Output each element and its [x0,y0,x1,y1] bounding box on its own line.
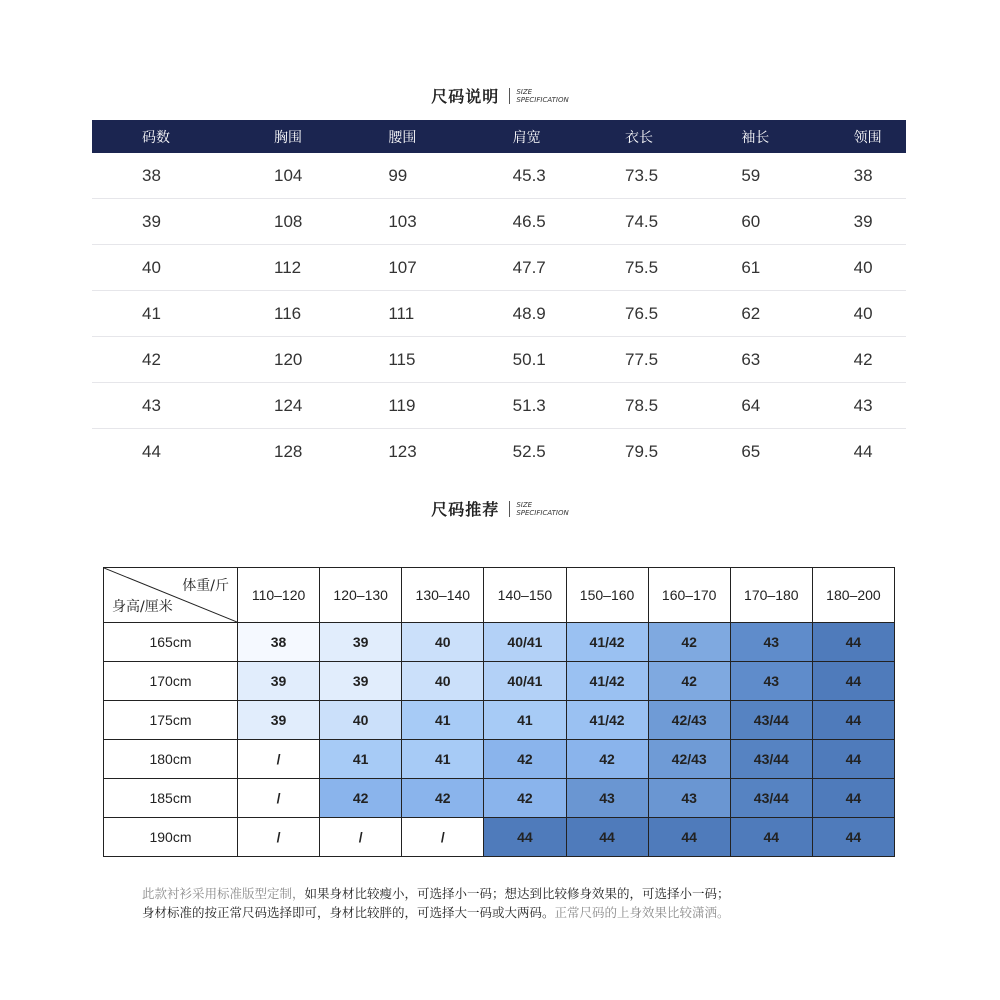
size-cell: 42 [484,740,566,779]
note-main-text: 如果身材比较瘦小，可选择小一码；想达到比较修身效果的，可选择小一码； [304,886,730,901]
table-cell: 104 [232,153,344,199]
size-cell: 42 [648,623,730,662]
spec-header-row [92,120,906,153]
table-cell: 73.5 [569,153,681,199]
table-cell: 107 [344,245,456,291]
note-muted-text: 正常尺码的上身效果比较潇洒。 [554,905,730,920]
size-cell: 44 [812,779,894,818]
weight-range-header: 150–160 [566,568,648,623]
size-cell: 43 [730,662,812,701]
weight-range-header: 110–120 [238,568,320,623]
table-cell: 99 [344,153,456,199]
table-cell: 48.9 [457,291,569,337]
rec-corner-cell [104,568,238,623]
height-row-header: 190cm [104,818,238,857]
table-row [92,291,906,337]
size-advice-note [142,884,882,922]
height-row-header: 185cm [104,779,238,818]
table-cell: 120 [232,337,344,383]
size-cell: 41/42 [566,623,648,662]
weight-range-header: 160–170 [648,568,730,623]
size-cell: 44 [730,818,812,857]
size-recommendation-table [103,567,895,857]
size-cell: 39 [238,701,320,740]
size-cell: 44 [648,818,730,857]
size-cell: 40 [402,662,484,701]
weight-range-header: 130–140 [402,568,484,623]
table-cell: 108 [232,199,344,245]
size-cell: / [320,818,402,857]
table-cell: 42 [92,337,232,383]
table-row [104,662,895,701]
table-row [104,740,895,779]
table-cell: 61 [681,245,793,291]
table-row [92,199,906,245]
table-cell: 62 [681,291,793,337]
size-cell: 44 [812,701,894,740]
table-cell: 45.3 [457,153,569,199]
spec-header-shoulder: 肩宽 [457,120,569,153]
height-row-header: 165cm [104,623,238,662]
size-cell: 44 [812,818,894,857]
table-cell: 116 [232,291,344,337]
size-cell: 41 [320,740,402,779]
spec-section-heading [0,84,1000,107]
table-cell: 65 [741,441,761,461]
table-cell: 44 [853,441,873,461]
table-cell: 39 [794,199,906,245]
spec-section-title: 尺码说明 [431,87,500,106]
size-cell: 44 [812,662,894,701]
table-cell: 40 [794,245,906,291]
size-cell: 42/43 [648,701,730,740]
note-muted-text: 此款衬衫采用标准版型定制， [142,886,305,901]
table-row [104,779,895,818]
table-row [92,337,906,383]
size-cell: 43/44 [730,779,812,818]
weight-range-header: 140–150 [484,568,566,623]
table-cell: 78.5 [569,383,681,429]
size-cell: 43/44 [730,701,812,740]
size-cell: 39 [320,662,402,701]
spec-header-sleeve: 袖长 [681,120,793,153]
size-cell: / [238,740,320,779]
size-cell: 44 [812,623,894,662]
size-cell: 39 [320,623,402,662]
spec-header-length: 衣长 [569,120,681,153]
height-row-header: 175cm [104,701,238,740]
heading-divider [509,88,510,104]
size-cell: / [402,818,484,857]
size-cell: 41 [402,701,484,740]
subtitle-line-2: SPECIFICATION [516,508,569,517]
table-row [104,818,895,857]
weight-range-header: 180–200 [812,568,894,623]
table-cell: 123 [388,441,417,461]
spec-header-waist: 腰围 [344,120,456,153]
spec-header-size: 码数 [92,120,232,153]
size-cell: 40 [320,701,402,740]
table-cell: 43 [794,383,906,429]
table-cell: 128 [274,441,303,461]
size-cell: 39 [238,662,320,701]
rec-section-subtitle [516,501,568,517]
note-main-text: 身材标准的按正常尺码选择即可，身材比较胖的，可选择大一码或大两码。 [142,905,555,920]
size-cell: / [238,818,320,857]
table-row [104,623,895,662]
table-cell: 41 [92,291,232,337]
table-cell: 52.5 [512,441,546,461]
size-cell: 38 [238,623,320,662]
size-cell: 41/42 [566,701,648,740]
subtitle-line-2: SPECIFICATION [516,95,569,104]
table-cell: 39 [92,199,232,245]
table-cell: 79.5 [624,441,659,461]
size-cell: 40/41 [484,662,566,701]
table-row [92,383,906,429]
size-cell: 43/44 [730,740,812,779]
size-cell: 41 [484,701,566,740]
table-cell: 38 [794,153,906,199]
table-cell: 42 [794,337,906,383]
size-cell: 40/41 [484,623,566,662]
size-cell: 42 [566,740,648,779]
table-cell: 74.5 [569,199,681,245]
weight-range-header: 170–180 [730,568,812,623]
size-cell: 40 [402,623,484,662]
table-row [104,701,895,740]
table-cell: 119 [344,383,456,429]
spec-section-subtitle [516,88,568,104]
size-cell: 42/43 [648,740,730,779]
table-cell: 63 [681,337,793,383]
table-cell: 51.3 [457,383,569,429]
table-cell: 46.5 [457,199,569,245]
size-spec-table [92,120,906,474]
table-cell: 112 [232,245,344,291]
height-row-header: 180cm [104,740,238,779]
table-cell: 44 [142,441,161,461]
table-cell: 50.1 [457,337,569,383]
size-cell: 44 [484,818,566,857]
size-cell: 43 [648,779,730,818]
weight-range-header: 120–130 [320,568,402,623]
rec-header-row [104,568,895,623]
size-cell: 42 [648,662,730,701]
rec-section-title: 尺码推荐 [431,500,500,519]
size-cell: 43 [730,623,812,662]
subtitle-line-1: SIZE [516,87,533,96]
weight-axis-label: 体重/斤 [182,578,229,594]
heading-divider [509,501,510,517]
table-cell: 103 [344,199,456,245]
spec-header-chest: 胸围 [232,120,344,153]
table-cell: 43 [92,383,232,429]
table-row [92,245,906,291]
size-cell: 44 [566,818,648,857]
height-axis-label: 身高/厘米 [112,599,173,615]
table-cell: 47.7 [457,245,569,291]
size-cell: 41 [402,740,484,779]
size-cell: 41/42 [566,662,648,701]
table-cell: 115 [344,337,456,383]
table-cell: 75.5 [569,245,681,291]
size-cell: / [238,779,320,818]
table-cell: 77.5 [569,337,681,383]
note-line-1 [142,884,882,903]
table-cell: 64 [681,383,793,429]
height-row-header: 170cm [104,662,238,701]
subtitle-line-1: SIZE [516,500,533,509]
table-cell: 76.5 [569,291,681,337]
table-cell: 60 [681,199,793,245]
table-cell: 40 [794,291,906,337]
table-cell: 40 [92,245,232,291]
table-cell: 59 [681,153,793,199]
table-row [92,429,906,475]
size-cell: 42 [320,779,402,818]
table-row [92,153,906,199]
size-cell: 42 [402,779,484,818]
rec-section-heading [0,497,1000,520]
table-cell: 124 [232,383,344,429]
spec-header-collar: 领围 [794,120,906,153]
note-line-2 [142,903,882,922]
size-cell: 44 [812,740,894,779]
size-cell: 43 [566,779,648,818]
table-cell: 38 [92,153,232,199]
size-cell: 42 [484,779,566,818]
table-cell: 111 [344,291,456,337]
